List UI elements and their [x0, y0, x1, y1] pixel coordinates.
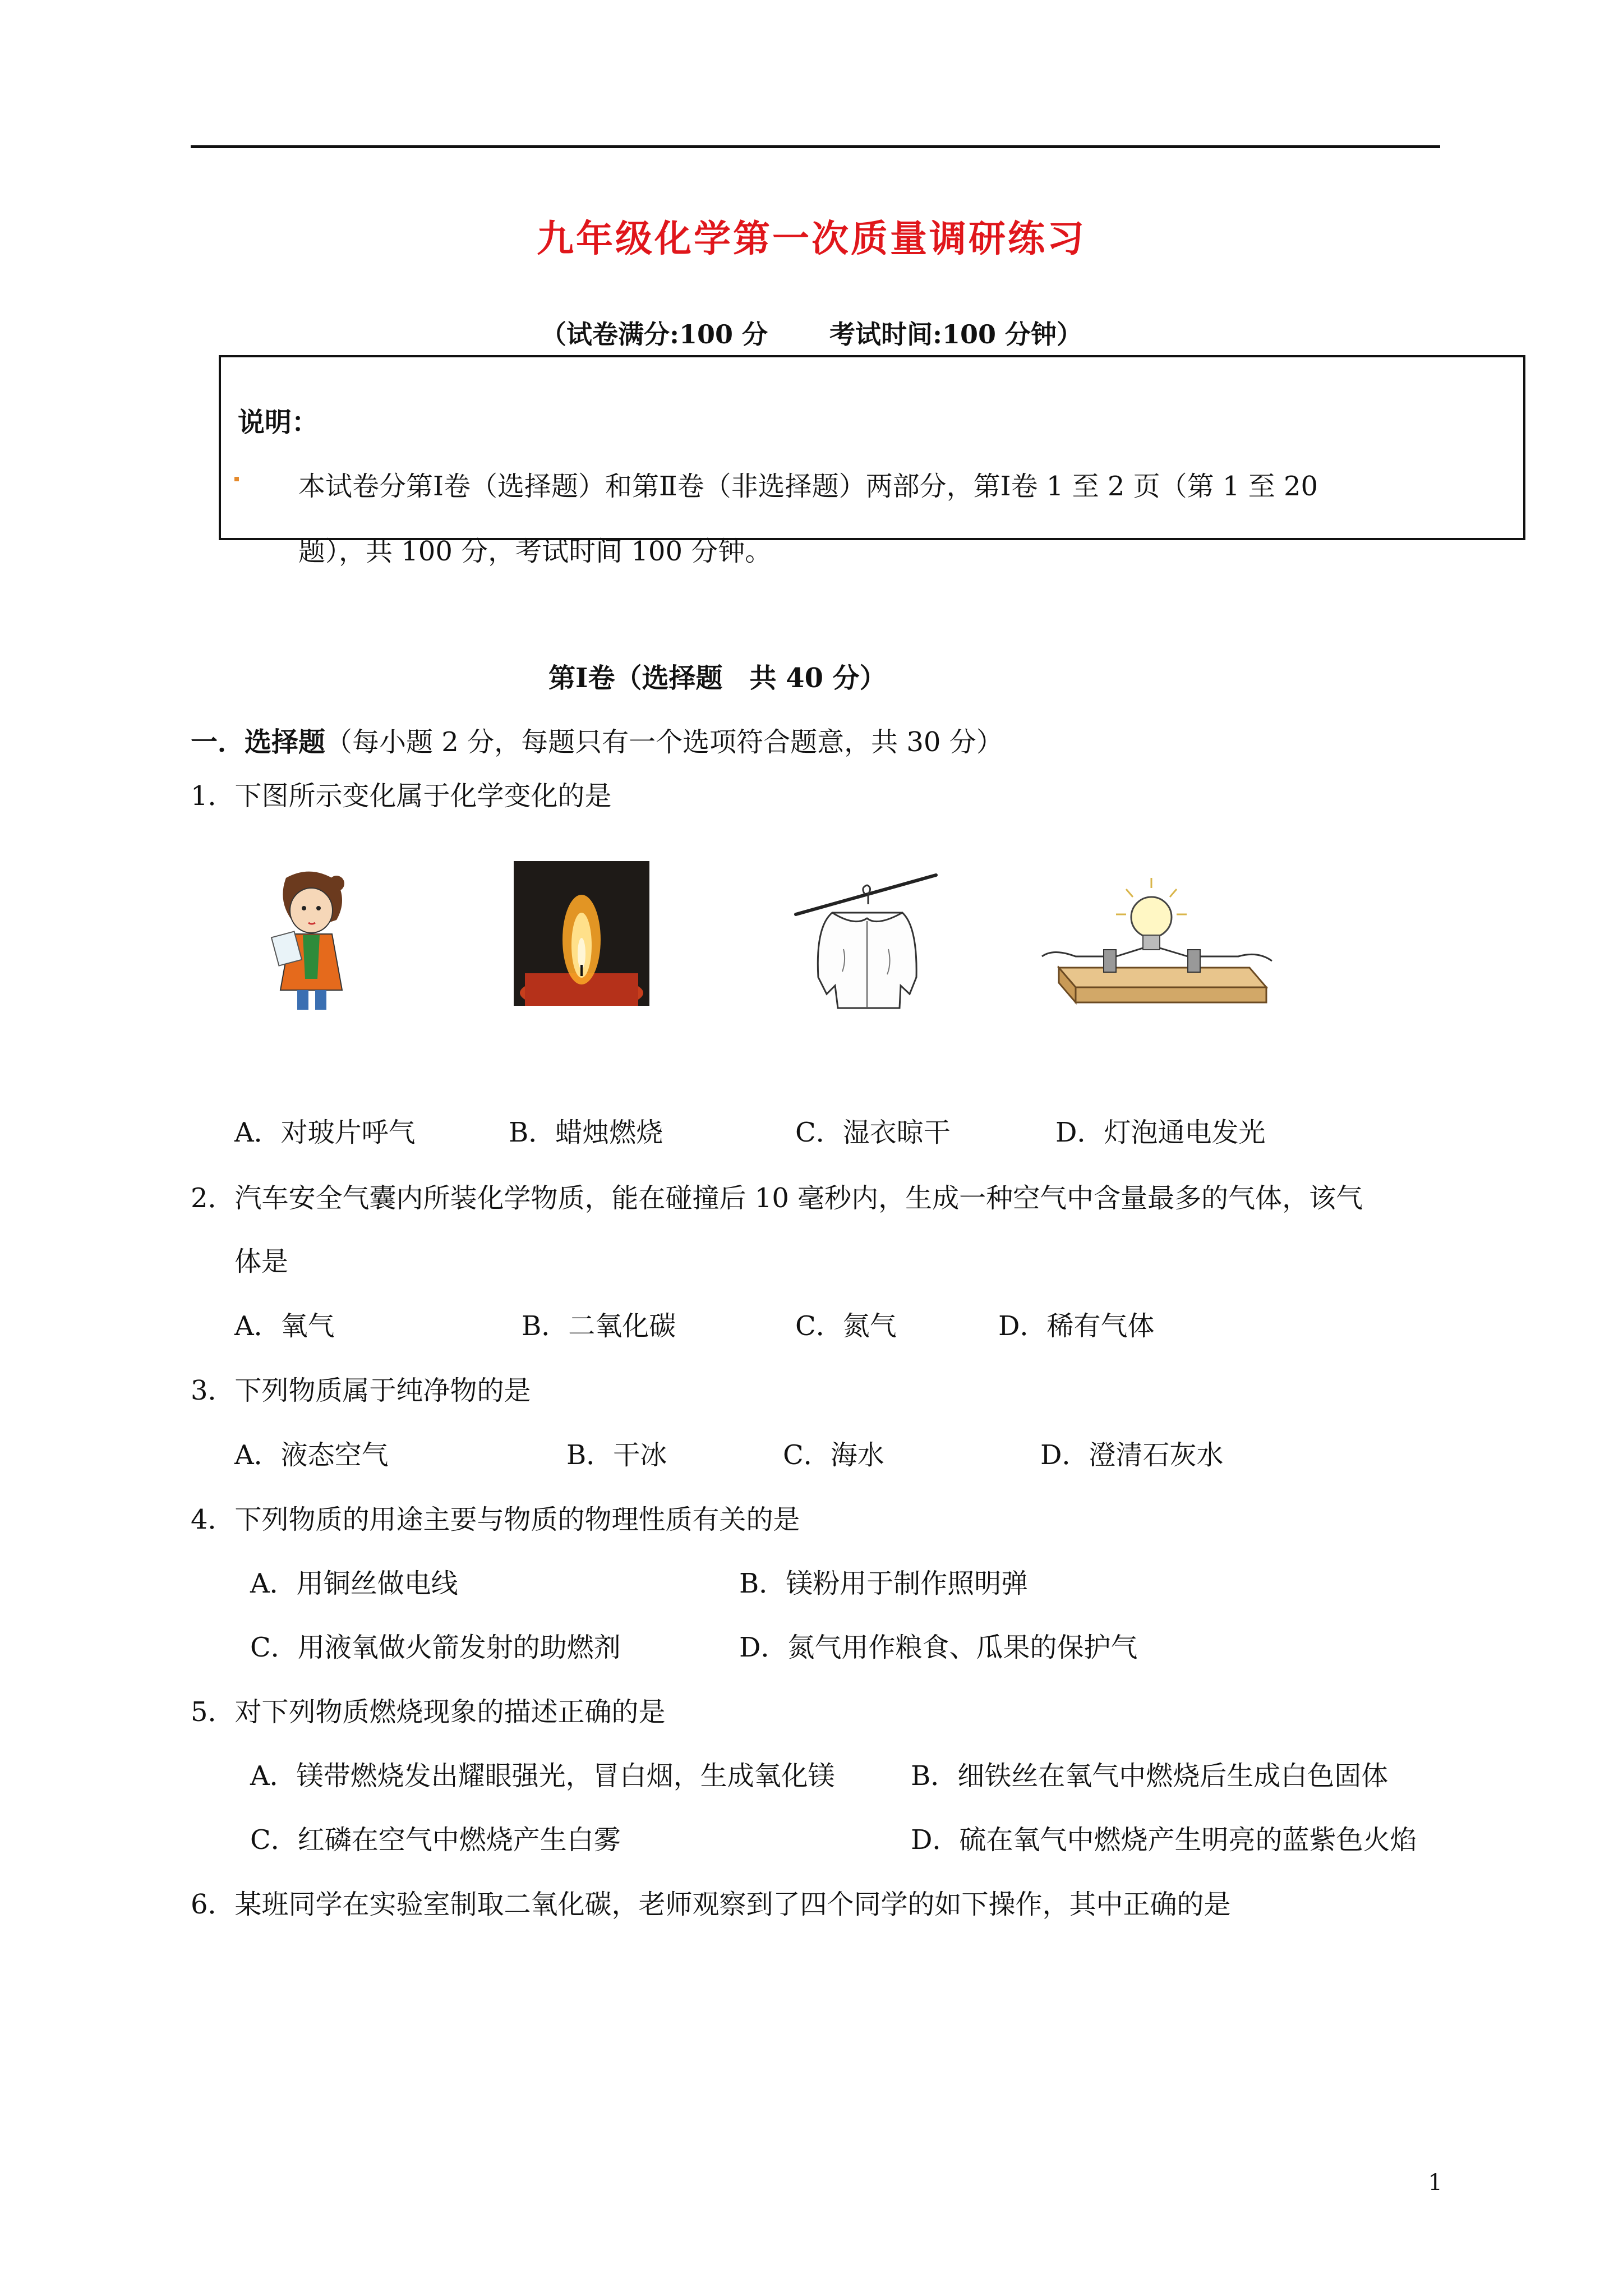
page-number: 1: [1428, 2170, 1442, 2196]
q1-option-d: D．灯泡通电发光: [1055, 1117, 1266, 1148]
q3-option-d: D．澄清石灰水: [1040, 1439, 1224, 1471]
instructions-line-1: 本试卷分第Ⅰ卷（选择题）和第Ⅱ卷（非选择题）两部分，第Ⅰ卷 1 至 2 页（第 1 至 20: [298, 471, 1318, 502]
section-heading: 第Ⅰ卷（选择题 共 40 分）: [548, 662, 887, 694]
part-title: 一．选择题: [191, 726, 326, 758]
q3-option-b: B．干冰: [566, 1439, 667, 1471]
q1-option-c: C．湿衣晾干: [795, 1117, 951, 1148]
q1-option-b: B．蜡烛燃烧: [509, 1117, 663, 1148]
instructions-box: [219, 355, 1525, 540]
q2-option-c: C．氮气: [795, 1310, 897, 1342]
bullet-mark: [234, 477, 239, 481]
exam-score: （试卷满分:100 分: [540, 319, 768, 349]
exam-time: 考试时间:100 分钟）: [829, 319, 1083, 349]
header-rule: [191, 145, 1440, 148]
page-title: 九年级化学第一次质量调研练习: [537, 217, 1086, 260]
question-6-stem: 6．某班同学在实验室制取二氧化碳，老师观察到了四个同学的如下操作，其中正确的是: [191, 1889, 1231, 1920]
girl-breathing-icon: [264, 867, 359, 1013]
drying-clothes-icon: [793, 865, 939, 1016]
q4-option-d: D．氮气用作粮食、瓜果的保护气: [739, 1632, 1138, 1663]
q3-option-c: C．海水: [783, 1439, 884, 1471]
q2-option-d: D．稀有气体: [998, 1310, 1155, 1342]
light-bulb-circuit-icon: [1036, 872, 1278, 1018]
q5-option-d: D．硫在氧气中燃烧产生明亮的蓝紫色火焰: [911, 1824, 1417, 1856]
instructions-label: 说明：: [238, 407, 319, 438]
question-3-stem: 3．下列物质属于纯净物的是: [191, 1375, 531, 1406]
q5-option-c: C．红磷在空气中燃烧产生白雾: [250, 1824, 621, 1856]
q4-option-a: A．用铜丝做电线: [250, 1568, 458, 1599]
part-note: （每小题 2 分，每题只有一个选项符合题意，共 30 分）: [325, 726, 1003, 758]
q3-option-a: A．液态空气: [234, 1439, 389, 1471]
instructions-line-2: 题），共 100 分，考试时间 100 分钟。: [298, 536, 772, 567]
q4-option-c: C．用液氧做火箭发射的助燃剂: [250, 1632, 621, 1663]
q5-option-b: B．细铁丝在氧气中燃烧后生成白色固体: [911, 1760, 1389, 1792]
part-title-line: [191, 720, 1003, 759]
burning-candle-icon: [514, 861, 649, 1006]
question-4-stem: 4．下列物质的用途主要与物质的物理性质有关的是: [191, 1504, 800, 1535]
question-2-stem-line-1: 2．汽车安全气囊内所装化学物质，能在碰撞后 10 毫秒内，生成一种空气中含量最多的气体，该气: [191, 1182, 1363, 1214]
q5-option-a: A．镁带燃烧发出耀眼强光，冒白烟，生成氧化镁: [250, 1760, 835, 1792]
exam-info: [0, 314, 1623, 351]
q4-option-b: B．镁粉用于制作照明弹: [739, 1568, 1029, 1599]
question-2-stem-line-2: 体是: [234, 1246, 289, 1277]
q1-option-a: A．对玻片呼气: [234, 1117, 416, 1148]
q2-option-b: B．二氧化碳: [522, 1310, 676, 1342]
question-5-stem: 5．对下列物质燃烧现象的描述正确的是: [191, 1696, 666, 1728]
q2-option-a: A．氧气: [234, 1310, 335, 1342]
question-1-stem: 1．下图所示变化属于化学变化的是: [191, 780, 612, 812]
